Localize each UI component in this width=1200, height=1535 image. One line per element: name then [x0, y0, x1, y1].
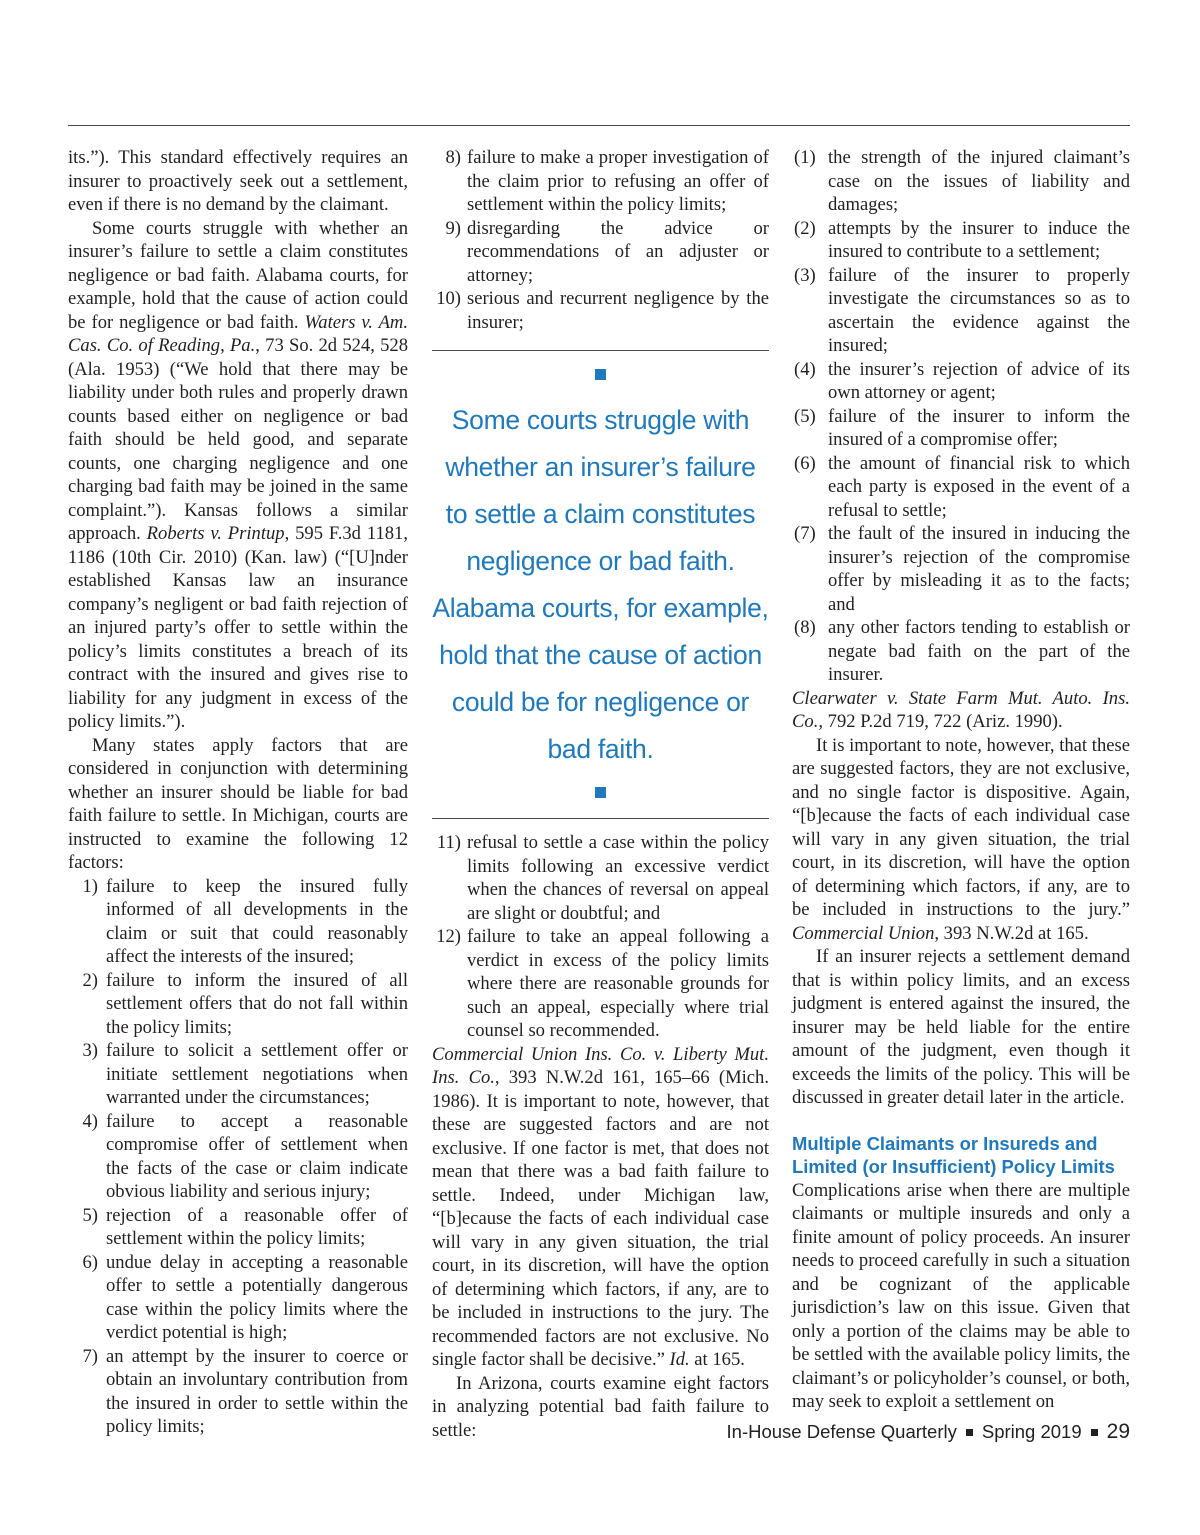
case-name: Commercial Union [792, 922, 935, 944]
square-bullet-icon [595, 369, 606, 380]
publication-name: In-House Defense Quarterly [726, 1421, 957, 1442]
list-item [68, 969, 408, 1040]
page-footer [727, 1420, 1130, 1444]
page-number: 29 [1106, 1420, 1130, 1443]
list-item [792, 452, 1130, 523]
list-text: failure of the insurer to inform the insured of a compromise offer; [828, 405, 1130, 450]
paragraph-excess-judgment: If an insurer rejects a settlement demand that is within policy limits, and an excess judgment is entered against the insured, the insurer may be held liable for the entire amount of the judgment, even though it exceeds the limits of the policy. This will be discussed in greater detail later in the article. [792, 946, 1130, 1108]
paragraph-alabama-kansas [68, 217, 408, 734]
list-text: undue delay in accepting a reasonable offer to settle a potentially dangerous case within the policy limits where the verdict potential is high; [106, 1251, 408, 1343]
list-item [792, 217, 1130, 264]
list-text: failure to accept a reasonable compromise offer of settlement when the facts of the case or claim indicate obvious liability and serious injury; [106, 1110, 408, 1202]
michigan-factor-list [68, 875, 408, 1439]
list-item [432, 287, 769, 334]
list-number: 6) [82, 1251, 98, 1273]
column-2 [432, 146, 769, 1442]
bullet-separator-icon [1091, 1429, 1098, 1436]
case-name: Waters v. Am. Cas. Co. of Reading, Pa. [68, 311, 408, 356]
id-citation: Id. [669, 1349, 690, 1370]
list-text: attempts by the insurer to induce the insured to contribute to a settlement; [828, 217, 1130, 262]
list-number: 4) [82, 1110, 98, 1132]
case-name: Roberts v. Printup [146, 523, 285, 544]
citation-text: at 165. [689, 1349, 745, 1370]
list-item [792, 358, 1130, 405]
list-item [68, 1039, 408, 1110]
list-item [68, 1251, 408, 1345]
list-number: 11) [436, 832, 461, 853]
list-number: (1) [794, 147, 816, 168]
case-name: Clearwater v. State Farm Mut. Auto. Ins. Co. [792, 687, 1130, 732]
list-item [68, 875, 408, 969]
paragraph-continuation: its.”). This standard effectively requires an insurer to proactively seek out a settlement, even if there is no demand by the claimant. [68, 147, 408, 215]
square-bullet-icon [595, 787, 606, 798]
list-text: failure to solicit a settlement offer or initiate settlement negotiations when warranted under the circumstances; [106, 1040, 408, 1108]
list-item [792, 264, 1130, 358]
pull-quote [432, 350, 769, 819]
list-item [68, 1345, 408, 1439]
list-item [68, 1204, 408, 1251]
list-number: 2) [82, 969, 98, 991]
michigan-factor-list-cont [432, 146, 769, 334]
pull-quote-text: Some courts struggle with whether an insurer’s failure to settle a claim constitutes negligence or bad faith. Alabama courts, for example, hold that the cause of action could be for negligence or bad faith. [432, 404, 769, 764]
list-text: failure of the insurer to properly investigate the circumstances so as to ascertain the evidence against the insured; [828, 264, 1130, 356]
list-item [792, 405, 1130, 452]
citation-text: , 393 N.W.2d 161, 165–66 (Mich. 1986). It is important to note, however, that these are suggested factors and are not exclusive. If one factor is met, that does not mean that there was a bad faith failure to settle. Indeed, under Michigan law, “[b]ecause the facts of each individual case will vary in any given situation, the trial court, in its discretion, will have the option of determining which factors, if any, are to be included in instructions to the jury. The recommended factors are not exclusive. No single factor shall be decisive.” [432, 1067, 769, 1370]
citation-text: , 595 F.3d 1181, 1186 (10th Cir. 2010) (Kan. law) (“[U]nder established Kansas law an insurance company’s negligent or bad faith rejection of an injured party’s offer to settle within the policy’s limits constitutes a breach of its contract with the insured and gives rise to liability for any judgment in excess of the policy limits.”). [68, 523, 408, 732]
list-number: 5) [82, 1204, 98, 1226]
list-text: the insurer’s rejection of advice of its own attorney or agent; [828, 358, 1130, 403]
list-number: 1) [82, 875, 98, 897]
paragraph-text: It is important to note, however, that these are suggested factors, they are not exclusive, and no single factor is dispositive. Again, “[b]ecause the facts of each individual case will vary in any given situation, the trial court, in its discretion, will have the option of determining which factors, if any, are to be included in instructions to the jury.” [792, 734, 1130, 920]
list-number: (4) [794, 358, 816, 380]
list-number: (7) [794, 523, 816, 544]
list-item [792, 146, 1130, 217]
michigan-factor-list-end [432, 831, 769, 1043]
list-text: the fault of the insured in inducing the insurer’s rejection of the compromise offer by misleading it as to the facts; and [828, 523, 1130, 615]
list-item [792, 616, 1130, 687]
paragraph-commercial-union [432, 1043, 769, 1372]
list-number: 8) [445, 147, 461, 168]
list-text: failure to take an appeal following a verdict in excess of the policy limits where there are reasonable grounds for such an appeal, especially where trial counsel so recommended. [467, 926, 769, 1041]
bullet-separator-icon [966, 1429, 973, 1436]
paragraph-michigan-factors: Many states apply factors that are considered in conjunction with determining whether an insurer should be liable for bad faith failure to settle. In Michigan, courts are instructed to examine the following 12 factors: [68, 734, 408, 873]
top-rule [68, 125, 1130, 126]
list-item [432, 217, 769, 288]
paragraph-arizona: In Arizona, courts examine eight factors in analyzing potential bad faith failure to settle: [432, 1372, 769, 1441]
issue-date: Spring 2019 [981, 1421, 1082, 1442]
list-text: serious and recurrent negligence by the insurer; [467, 288, 769, 333]
list-number: 9) [445, 217, 461, 239]
paragraph-complications: Complications arise when there are multiple claimants or multiple insureds and only a finite amount of policy proceeds. An insurer needs to proceed carefully in such a situation and be cognizant of the applicable jurisdiction’s law on this issue. Given that only a portion of the claims may be able to be settled with the available policy limits, the claimant’s or policyholder’s counsel, or both, may seek to exploit a settlement on [792, 1179, 1130, 1412]
column-1 [68, 146, 408, 1439]
list-item [432, 831, 769, 925]
list-text: failure to make a proper investigation of the claim prior to refusing an offer of settlement within the policy limits; [467, 147, 769, 215]
list-item [792, 522, 1130, 616]
list-item [68, 1110, 408, 1204]
citation-text: , 792 P.2d 719, 722 (Ariz. 1990). [818, 711, 1063, 732]
list-text: disregarding the advice or recommendations of an adjuster or attorney; [467, 217, 769, 286]
list-text: the strength of the injured claimant’s case on the issues of liability and damages; [828, 147, 1130, 215]
list-number: 10) [436, 288, 461, 309]
list-number: 12) [436, 926, 461, 947]
list-item [432, 925, 769, 1043]
list-number: (6) [794, 452, 816, 474]
list-text: the amount of financial risk to which each party is exposed in the event of a refusal to settle; [828, 452, 1130, 521]
list-text: any other factors tending to establish or negate bad faith on the part of the insurer. [828, 617, 1130, 685]
arizona-factor-list [792, 146, 1130, 687]
list-text: failure to inform the insured of all settlement offers that do not fall within the policy limits; [106, 969, 408, 1038]
list-text: an attempt by the insurer to coerce or obtain an involuntary contribution from the insured in order to settle within the policy limits; [106, 1345, 408, 1437]
citation-clearwater [792, 687, 1130, 734]
list-number: 7) [82, 1345, 98, 1367]
list-number: (2) [794, 217, 816, 239]
paragraph-text: Some courts struggle with whether an insurer’s failure to settle a claim constitutes negligence or bad faith. Alabama courts, for example, hold that the cause of action could be for negligence or bad faith. [68, 217, 408, 333]
case-name: Commercial Union Ins. Co. v. Liberty Mut. Ins. Co. [432, 1043, 769, 1088]
list-number: (5) [794, 405, 816, 427]
column-3 [792, 146, 1130, 1414]
list-number: 3) [82, 1040, 98, 1061]
citation-text: , 393 N.W.2d at 165. [934, 922, 1089, 944]
section-heading: Multiple Claimants or Insureds and Limited (or Insufficient) Policy Limits [792, 1132, 1115, 1177]
list-item [432, 146, 769, 217]
list-number: (3) [794, 264, 816, 286]
list-text: failure to keep the insured fully informed of all developments in the claim or suit that could reasonably affect the interests of the insured; [106, 875, 408, 967]
citation-text: , 73 So. 2d 524, 528 (Ala. 1953) (“We hold that there may be liability under both rules and properly drawn counts based either on negligence or bad faith should be held good, and separate counts, one charging negligence and one charging bad faith may be joined in the same complaint.”). Kansas follows a similar approach. [68, 335, 409, 544]
list-number: (8) [794, 617, 816, 638]
list-text: refusal to settle a case within the policy limits following an excessive verdict when the chances of reversal on appeal are slight or doubtful; and [467, 832, 769, 924]
list-text: rejection of a reasonable offer of settlement within the policy limits; [106, 1204, 408, 1249]
paragraph-important-note [792, 734, 1130, 946]
